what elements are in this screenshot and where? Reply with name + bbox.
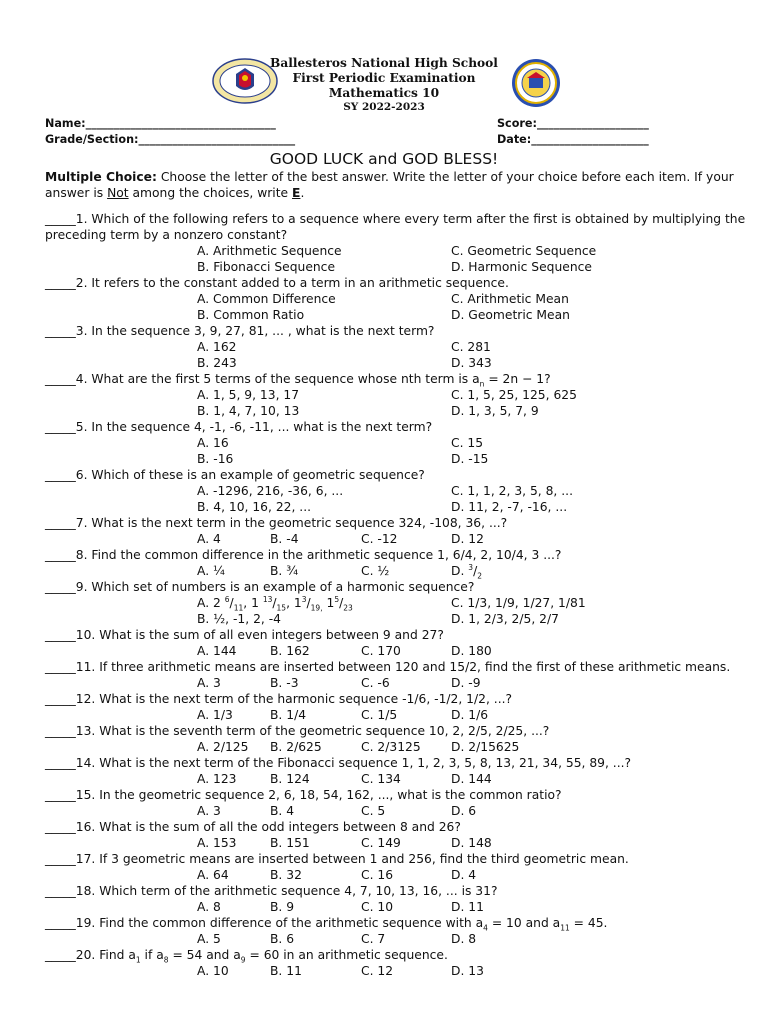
question-item [45,787,757,819]
options-row [45,595,757,611]
option-c: C. 2/3125 [361,740,421,754]
option-c: C. -6 [361,676,390,690]
question-stem: If three arithmetic means are inserted between 120 and 15/2, find the first of these arithmetic means. [99,660,731,674]
option-a: A. 162 [197,340,237,354]
option-b: B. -3 [270,676,299,690]
question-item [45,275,757,323]
option-b: B. 32 [270,868,302,882]
subscript: 8 [163,955,169,965]
school-year: SY 2022-2023 [343,101,425,113]
instructions-text-2: among the choices, write [128,186,293,200]
question-number: _____13. [45,724,100,738]
question-stem: Which of the following refers to a sequence where every term after the first is obtained by multiplying the preceding term by a nonzero constant? [45,212,746,242]
fraction-part: / [272,596,277,610]
fraction-part: 11 [233,603,244,613]
option-c: C. Geometric Sequence [451,244,597,258]
option-b: B. 4, 10, 16, 22, ... [197,500,312,514]
greeting: GOOD LUCK and GOD BLESS! [269,150,499,168]
score-field[interactable]: Score:____________________ [497,117,649,130]
question-number: _____14. [45,756,100,770]
option-a: A. -1296, 216, -36, 6, ... [197,484,344,498]
option-d: D. 343 [451,356,492,370]
option-c: C. -12 [361,532,398,546]
fraction-part: 2 [213,596,225,610]
question-text [45,755,757,771]
option-a: A. 1, 5, 9, 13, 17 [197,388,300,402]
option-a: A. 123 [197,772,237,786]
option-c: C. 170 [361,644,401,658]
option-c: C. 5 [361,804,386,818]
question-stem-tail: = 2n − 1? [484,372,551,386]
options-row [45,803,757,819]
option-d: D. 6 [451,804,477,818]
option-a: A. 16 [197,436,229,450]
question-text [45,819,757,835]
option-d: D. 144 [451,772,492,786]
question-text [45,691,757,707]
option-d: D. 2/15625 [451,740,520,754]
question-stem: Which of these is an example of geometric sequence? [91,468,425,482]
question-item [45,211,757,275]
question-number: _____12. [45,692,100,706]
instructions-text-1: Choose the letter of the best answer. Write the letter of your choice before each item. If your answer is [45,170,734,200]
option-b: B. 9 [270,900,295,914]
option-b: B. 162 [270,644,310,658]
options-row [45,387,757,403]
question-stem-part: if a [140,948,164,962]
option-d: D. 11 [451,900,484,914]
option-a: A. 2 $^6/_{11}$, 1 $^{13}/_{15}$, $1^3/_{19,}$ $1^5/_{23}$ [197,594,353,613]
option-b: B. 243 [197,356,237,370]
option-c: C. 7 [361,932,386,946]
question-item [45,691,757,723]
option-d: D. -9 [451,676,481,690]
question-stem: In the sequence 3, 9, 27, 81, ... , what is the next term? [91,324,435,338]
fraction-part: , 1 [286,596,302,610]
question-number: _____5. [45,420,92,434]
question-number: _____10. [45,628,100,642]
question-list [45,211,757,979]
question-number: _____20. [45,948,100,962]
question-number: _____11. [45,660,100,674]
options-row [45,931,757,947]
question-number: _____6. [45,468,92,482]
option-a: A. 10 [197,964,229,978]
subscript: 11 [560,923,570,933]
question-stem-part: = 10 and a [487,916,561,930]
fraction-part: , 1 [243,596,263,610]
question-item [45,419,757,467]
option-b: B. -4 [270,532,299,546]
options-row [45,675,757,691]
name-field[interactable]: Name:__________________________________ [45,117,276,130]
option-b: B. Common Ratio [197,308,305,322]
option-b: B. 151 [270,836,310,850]
options-row [45,835,757,851]
fraction-denominator: 2 [477,571,483,581]
question-text [45,371,757,387]
option-b: B. 11 [270,964,302,978]
options-row [45,963,757,979]
option-b: B. ½, -1, 2, -4 [197,612,281,626]
fraction-part: 19, [310,603,323,613]
options-row [45,739,757,755]
fraction-part: 23 [343,603,353,613]
question-stem: What is the next term in the geometric sequence 324, -108, 36, ...? [91,516,508,530]
option-c: C. 1, 1, 2, 3, 5, 8, ... [451,484,573,498]
option-d: D. 13 [451,964,484,978]
options-row [45,707,757,723]
option-a: A. 153 [197,836,237,850]
option-b: B. ¾ [270,564,299,578]
question-text [45,419,757,435]
fraction-part: 5 [334,594,340,604]
options-row [45,355,757,371]
option-a: A. 64 [197,868,229,882]
option-b: B. 124 [270,772,310,786]
instructions-e: E [292,186,301,200]
question-stem: Find the common difference in the arithmetic sequence 1, 6/4, 2, 10/4, 3 ...? [91,548,562,562]
option-d: D. 4 [451,868,477,882]
question-text [45,851,757,867]
options-row [45,291,757,307]
question-number: _____4. [45,372,92,386]
option-d: D. 11, 2, -7, -16, ... [451,500,568,514]
option-d: D. 1/6 [451,708,489,722]
fraction-part: 3 [301,594,307,604]
option-c: C. 134 [361,772,401,786]
question-text [45,659,757,675]
question-item [45,723,757,755]
option-a: A. 1/3 [197,708,233,722]
question-text [45,627,757,643]
question-item [45,915,757,947]
question-item [45,883,757,915]
option-a: A. 3 [197,804,221,818]
question-item [45,515,757,547]
subscript: 4 [483,923,488,933]
question-text [45,723,757,739]
subject-name: Mathematics 10 [328,86,440,100]
question-item [45,851,757,883]
date-field[interactable]: Date:_____________________ [497,133,649,146]
question-item [45,323,757,371]
question-item [45,627,757,659]
exam-header [0,56,768,113]
question-stem: What is the next term of the Fibonacci sequence 1, 1, 2, 3, 5, 8, 13, 21, 34, 55, 89, ...? [99,756,632,770]
question-number: _____7. [45,516,92,530]
question-stem: What is the sum of all the odd integers between 8 and 26? [99,820,461,834]
question-text [45,787,757,803]
options-row [45,771,757,787]
question-item [45,467,757,515]
fraction-part: 15 [276,603,287,613]
option-c: C. 15 [451,436,484,450]
option-c: C. Arithmetic Mean [451,292,569,306]
question-text [45,579,757,595]
option-b: B. 1, 4, 7, 10, 13 [197,404,300,418]
option-c: C. 1/5 [361,708,398,722]
option-a: A. 8 [197,900,221,914]
question-stem: What is the sum of all even integers between 9 and 27? [99,628,444,642]
option-a: A. 2/125 [197,740,249,754]
question-text [45,883,757,899]
option-c: C. 281 [451,340,491,354]
question-number: _____2. [45,276,92,290]
question-item [45,755,757,787]
option-b: B. -16 [197,452,234,466]
question-text [45,947,757,963]
question-number: _____9. [45,580,92,594]
instructions-not: Not [107,186,129,200]
question-number: _____18. [45,884,100,898]
options-row [45,899,757,915]
options-row [45,435,757,451]
option-c: C. 12 [361,964,394,978]
option-b: B. 4 [270,804,295,818]
question-stem-tail: = 60 in an arithmetic sequence. [245,948,448,962]
question-stem-part: = 54 and a [168,948,241,962]
question-stem: Which term of the arithmetic sequence 4, 7, 10, 13, 16, ... is 31? [99,884,498,898]
option-c: C. 10 [361,900,394,914]
question-stem: Which set of numbers is an example of a harmonic sequence? [91,580,475,594]
fraction-part: / [229,596,234,610]
option-d: D. 180 [451,644,492,658]
option-c: C. 149 [361,836,401,850]
fraction-part: / [339,596,344,610]
options-row [45,611,757,627]
subscript: n [479,379,485,389]
options-row [45,531,757,547]
options-row [45,307,757,323]
question-number: _____19. [45,916,100,930]
question-stem: In the geometric sequence 2, 6, 18, 54, 162, ..., what is the common ratio? [99,788,562,802]
option-a: A. 144 [197,644,237,658]
question-item [45,819,757,851]
instructions-lead: Multiple Choice: [45,170,157,184]
exam-title: First Periodic Examination [292,71,476,85]
option-b: B. Fibonacci Sequence [197,260,336,274]
options-row [45,483,757,499]
options-row [45,339,757,355]
option-c: C. 1, 5, 25, 125, 625 [451,388,577,402]
question-text [45,467,757,483]
school-name: Ballesteros National High School [270,56,498,70]
question-item [45,371,757,419]
question-stem: Find the common difference of the arithmetic sequence with a [99,916,484,930]
option-d: D. 1, 3, 5, 7, 9 [451,404,539,418]
question-text [45,515,757,531]
question-text [45,323,757,339]
option-b: B. 2/625 [270,740,322,754]
option-b: B. 1/4 [270,708,307,722]
question-text [45,547,757,563]
subscript: 9 [240,955,246,965]
fraction-part: 13 [262,594,273,604]
options-row [45,451,757,467]
question-number: _____3. [45,324,92,338]
option-a: A. ¼ [197,564,225,578]
question-text [45,211,757,243]
instructions-period: . [300,186,305,200]
option-d: D. 8 [451,932,477,946]
option-a: A. 4 [197,532,221,546]
question-text [45,275,757,291]
question-number: _____1. [45,212,92,226]
question-stem: Find a [99,948,136,962]
fraction-part: 6 [224,594,230,604]
question-number: _____15. [45,788,100,802]
grade-section-field[interactable]: Grade/Section:____________________________ [45,133,296,146]
option-c: C. 16 [361,868,394,882]
question-stem: What is the seventh term of the geometric sequence 10, 2, 2/5, 2/25, ...? [99,724,550,738]
option-d: D. 148 [451,836,492,850]
option-d: D. Geometric Mean [451,308,570,322]
question-stem: It refers to the constant added to a term in an arithmetic sequence. [91,276,509,290]
fraction-part: / [306,596,311,610]
question-number: _____8. [45,548,92,562]
subscript: 1 [135,955,141,965]
option-d: D. Harmonic Sequence [451,260,592,274]
option-b: B. 6 [270,932,295,946]
option-a: A. Common Difference [197,292,336,306]
question-number: _____16. [45,820,100,834]
options-row [45,867,757,883]
options-row [45,403,757,419]
option-c: C. 1/3, 1/9, 1/27, 1/81 [451,596,586,610]
fraction-part: 1 [322,596,335,610]
options-row [45,243,757,259]
question-number: _____17. [45,852,100,866]
question-stem: What is the next term of the harmonic sequence -1/6, -1/2, 1/2, ...? [99,692,513,706]
option-c: C. ½ [361,564,390,578]
instructions [45,169,745,201]
option-d: D. 1, 2/3, 2/5, 2/7 [451,612,559,626]
question-stem: What are the first 5 terms of the sequence whose nth term is a [91,372,480,386]
question-item [45,947,757,979]
option-d: D. $^3/_2$ [451,562,483,581]
fraction-numerator: 3 [468,562,474,572]
option-d: D. -15 [451,452,489,466]
question-text [45,915,757,931]
options-row [45,259,757,275]
question-item [45,547,757,579]
question-stem: If 3 geometric means are inserted between 1 and 256, find the third geometric mean. [99,852,629,866]
options-row [45,643,757,659]
option-a: A. Arithmetic Sequence [197,244,342,258]
question-item [45,579,757,627]
options-row [45,499,757,515]
options-row [45,563,757,579]
question-stem: In the sequence 4, -1, -6, -11, ... what is the next term? [91,420,433,434]
question-item [45,659,757,691]
option-d: D. 12 [451,532,484,546]
option-a: A. 3 [197,676,221,690]
question-stem-tail: = 45. [569,916,608,930]
option-a: A. 5 [197,932,221,946]
